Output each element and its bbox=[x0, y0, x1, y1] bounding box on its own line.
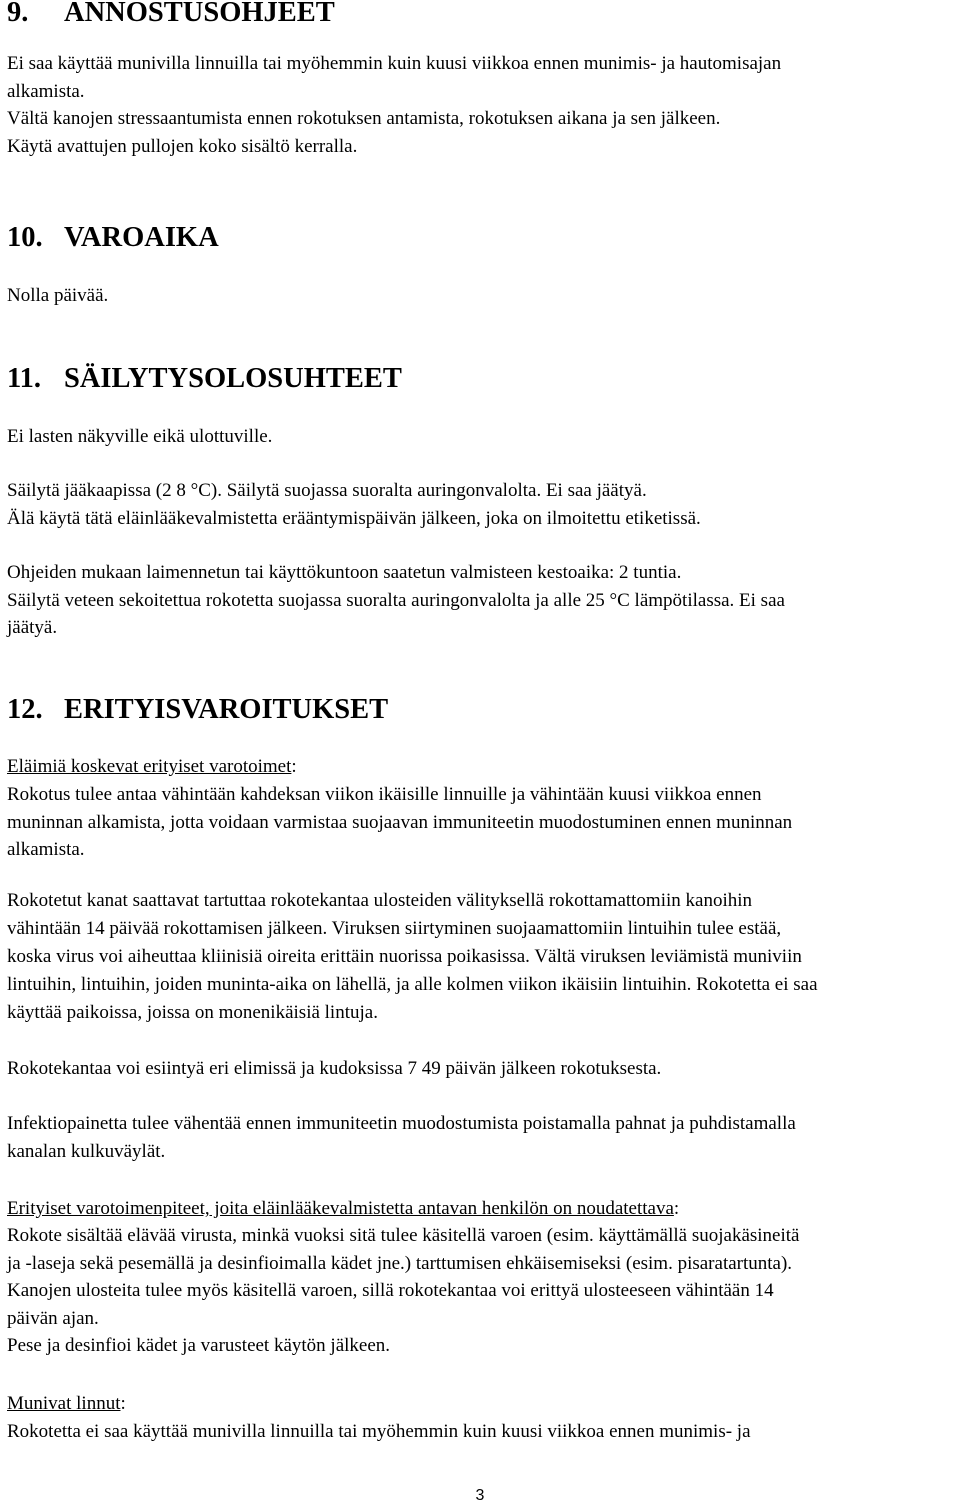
section-9-line: Ei saa käyttää munivilla linnuilla tai myöhemmin kuin kuusi viikkoa ennen munimis- ja hautomisajan bbox=[7, 53, 782, 74]
subsection-label bbox=[7, 753, 297, 781]
paragraph-line: lintuihin, lintuihin, joiden muninta-aika on lähellä, ja alle kolmen viikon ikäisiin lintuihin. Rokotetta ei saa bbox=[7, 974, 818, 995]
paragraph-line: käyttää paikoissa, joissa on monenikäisiä lintuja. bbox=[7, 1002, 378, 1023]
paragraph-line: muninnan alkamista, jotta voidaan varmistaa suojaavan immuniteetin muodostuminen ennen muninnan bbox=[7, 811, 793, 833]
shelf-life-line: Säilytä veteen sekoitettua rokotetta suojassa suoralta auringonvalolta ja alle 25 °C lämpötilassa. Ei saa bbox=[7, 589, 785, 611]
section-12-paragraph: Rokotekantaa voi esiintyä eri elimissä ja kudoksissa 7 49 päivän jälkeen rokotuksesta. bbox=[7, 1058, 662, 1079]
subsection-label bbox=[7, 1195, 679, 1223]
subsection-label bbox=[7, 1390, 126, 1418]
paragraph-line: Rokote sisältää elävää virusta, minkä vuoksi sitä tulee käsitellä varoen (esim. käyttämällä suojakäsineitä bbox=[7, 1225, 800, 1246]
paragraph-line: Rokotetut kanat saattavat tartuttaa rokotekantaa ulosteiden välityksellä rokottamattomiin kanoihin bbox=[7, 890, 753, 911]
section-12-paragraph bbox=[7, 781, 792, 864]
paragraph-line: päivän ajan. bbox=[7, 1307, 99, 1329]
section-11-paragraph bbox=[7, 559, 785, 642]
shelf-life-line: Ohjeiden mukaan laimennetun tai käyttökuntoon saatetun valmisteen kestoaika: 2 tuntia. bbox=[7, 562, 682, 583]
section-10-text: Nolla päivää. bbox=[7, 285, 109, 306]
section-12-heading bbox=[7, 694, 389, 725]
section-11-heading bbox=[7, 363, 402, 394]
section-12-title: ERITYISVAROITUKSET bbox=[64, 694, 389, 725]
section-9-line: Käytä avattujen pullojen koko sisältö kerralla. bbox=[7, 135, 358, 157]
section-11-paragraph: Ei lasten näkyville eikä ulottuville. bbox=[7, 426, 273, 447]
section-11-title: SÄILYTYSOLOSUHTEET bbox=[64, 363, 402, 394]
section-10-title: VAROAIKA bbox=[64, 222, 219, 253]
paragraph-line: ja -laseja sekä pesemällä ja desinfioimalla kädet jne.) tarttumisen ehkäisemiseksi (esim. pisaratartunta). bbox=[7, 1252, 793, 1274]
section-9-heading bbox=[7, 0, 335, 26]
paragraph-line: kanalan kulkuväylät. bbox=[7, 1140, 166, 1162]
paragraph-line: Pese ja desinfioi kädet ja varusteet käytön jälkeen. bbox=[7, 1335, 391, 1356]
section-10-number: 10. bbox=[7, 222, 43, 253]
section-12-paragraph bbox=[7, 1222, 799, 1360]
storage-line: Säilytä jääkaapissa (2 8 °C). Säilytä suojassa suoralta auringonvalolta. Ei saa jäätyä. bbox=[7, 480, 647, 501]
paragraph-line: koska virus voi aiheuttaa kliinisiä oireita erittäin nuorissa poikasissa. Vältä viruksen leviämistä muniviin bbox=[7, 946, 802, 967]
section-12-number: 12. bbox=[7, 694, 43, 725]
label-colon: : bbox=[120, 1393, 126, 1414]
paragraph-line: Rokotus tulee antaa vähintään kahdeksan viikon ikäisille linnuille ja vähintään kuusi viikkoa ennen bbox=[7, 784, 762, 805]
user-precautions-label: Erityiset varotoimenpiteet, joita eläinlääkevalmistetta antavan henkilön on noudatettava bbox=[7, 1198, 674, 1219]
label-colon: : bbox=[291, 756, 297, 777]
animal-precautions-label: Eläimiä koskevat erityiset varotoimet bbox=[7, 756, 292, 777]
section-9-line: Vältä kanojen stressaantumista ennen rokotuksen antamista, rokotuksen aikana ja sen jälkeen. bbox=[7, 108, 721, 129]
section-9-title: ANNOSTUSOHJEET bbox=[64, 0, 335, 28]
paragraph-line: Kanojen ulosteita tulee myös käsitellä varoen, sillä rokotekantaa voi erittyä ulosteeseen vähintään 14 bbox=[7, 1280, 774, 1301]
section-11-number: 11. bbox=[7, 363, 42, 394]
shelf-life-line: jäätyä. bbox=[7, 617, 58, 638]
section-10-heading bbox=[7, 222, 219, 253]
paragraph-line: vähintään 14 päivää rokottamisen jälkeen. Viruksen siirtyminen suojaamattomiin lintuihin tulee estää, bbox=[7, 918, 782, 939]
section-11-paragraph bbox=[7, 477, 701, 532]
section-9-line: alkamista. bbox=[7, 80, 85, 102]
storage-line: Älä käytä tätä eläinlääkevalmistetta erääntymispäivän jälkeen, joka on ilmoitettu etiketissä. bbox=[7, 507, 701, 529]
page-number: 3 bbox=[475, 1487, 485, 1504]
label-colon: : bbox=[673, 1198, 680, 1219]
laying-birds-label: Munivat linnut bbox=[7, 1393, 121, 1414]
paragraph-line: alkamista. bbox=[7, 839, 85, 860]
section-9-text bbox=[7, 50, 781, 160]
section-12-paragraph: Rokotetta ei saa käyttää munivilla linnuilla tai myöhemmin kuin kuusi viikkoa ennen munimis- ja bbox=[7, 1421, 751, 1442]
paragraph-line: Infektiopainetta tulee vähentää ennen immuniteetin muodostumista poistamalla pahnat ja puhdistamalla bbox=[7, 1113, 796, 1134]
section-9-number: 9. bbox=[7, 0, 29, 28]
section-12-paragraph bbox=[7, 1110, 796, 1165]
section-12-paragraph bbox=[7, 887, 818, 1027]
